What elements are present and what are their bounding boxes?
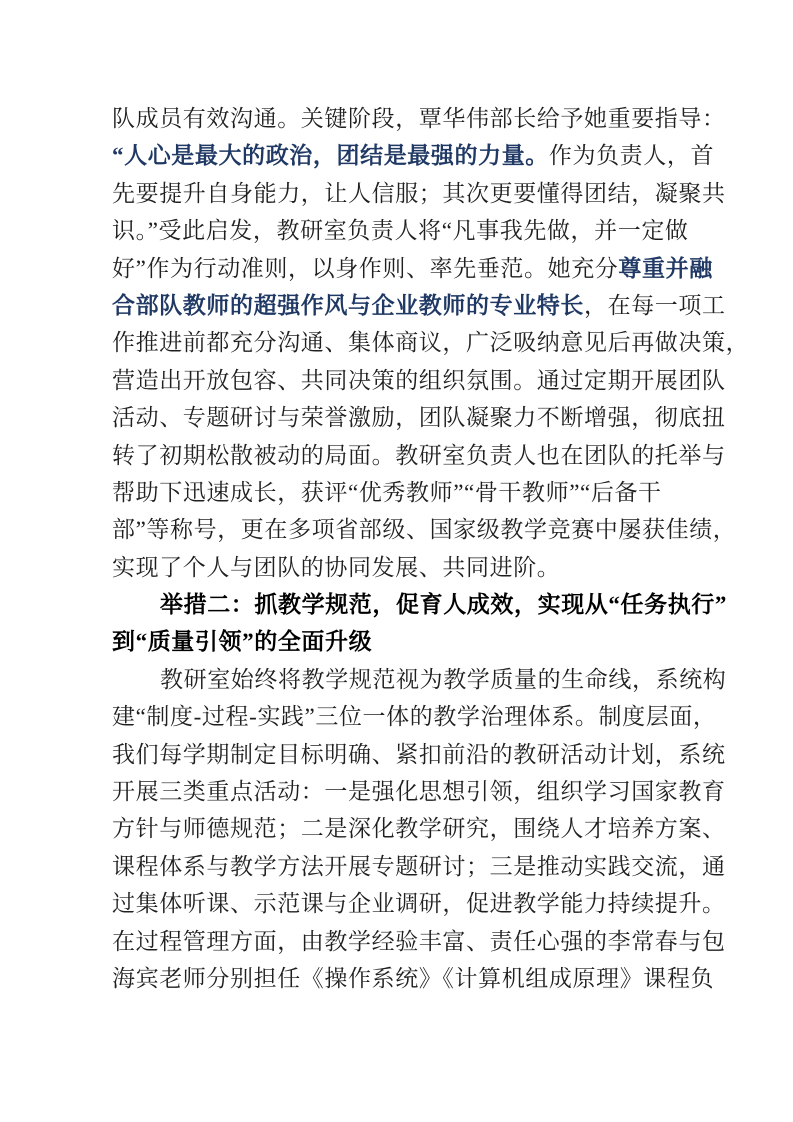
text-line bbox=[112, 175, 726, 212]
text-segment: 识。”受此启发，教研室负责人将“凡事我先做，并一定做 bbox=[112, 218, 689, 244]
text-segment: 我们每学期制定目标明确、紧扣前沿的教研活动计划，系统 bbox=[112, 741, 726, 767]
text-line bbox=[112, 623, 693, 660]
emphasis-blue-segment: 尊重并融 bbox=[618, 255, 713, 281]
text-line bbox=[112, 960, 715, 997]
text-line bbox=[112, 586, 727, 623]
text-line bbox=[112, 362, 726, 399]
text-segment: 转了初期松散被动的局面。教研室负责人也在团队的托举与 bbox=[112, 442, 726, 468]
text-segment: 教研室始终将教学规范视为教学质量的生命线，系统构 bbox=[160, 666, 727, 692]
text-segment: 帮助下迅速成长，获评“优秀教师”“骨干教师”“后备干 bbox=[112, 479, 662, 505]
text-line bbox=[112, 885, 726, 922]
text-segment: 部”等称号，更在多项省部级、国家级教学竞赛中屡获佳绩， bbox=[112, 517, 737, 543]
text-line bbox=[112, 399, 726, 436]
heading-segment: 举措二：抓教学规范，促育人成效，实现从“任务执行” bbox=[160, 592, 727, 618]
text-segment: 作推进前都充分沟通、集体商议，广泛吸纳意见后再做决策， bbox=[112, 330, 750, 356]
text-line bbox=[112, 287, 726, 324]
text-segment: 建“制度-过程-实践”三位一体的教学治理体系。制度层面， bbox=[112, 704, 717, 730]
emphasis-blue-segment: “人心是最大的政治，团结是最强的力量。 bbox=[112, 143, 549, 169]
text-line bbox=[112, 511, 737, 548]
text-line bbox=[112, 100, 726, 137]
text-line bbox=[112, 810, 726, 847]
text-segment: 方针与师德规范；二是深化教学研究，围绕人才培养方案、 bbox=[112, 816, 726, 842]
text-segment: 海宾老师分别担任《操作系统》《计算机组成原理》课程负 bbox=[112, 965, 715, 991]
text-line bbox=[112, 661, 727, 698]
text-segment: 好”作为行动准则，以身作则、率先垂范。她充分 bbox=[112, 255, 619, 281]
text-segment: 在过程管理方面，由教学经验丰富、责任心强的李常春与包 bbox=[112, 928, 726, 954]
heading-segment: 到“质量引领”的全面升级 bbox=[112, 629, 373, 655]
text-segment: 实现了个人与团队的协同发展、共同进阶。 bbox=[112, 554, 561, 580]
document-body bbox=[112, 100, 750, 997]
text-line bbox=[112, 549, 693, 586]
text-segment: 作为负责人，首 bbox=[548, 143, 715, 169]
text-line bbox=[112, 324, 750, 361]
text-segment: 过集体听课、示范课与企业调研，促进教学能力持续提升。 bbox=[112, 891, 726, 917]
text-line bbox=[112, 848, 726, 885]
text-line bbox=[112, 250, 713, 287]
text-segment: 课程体系与教学方法开展专题研讨；三是推动实践交流，通 bbox=[112, 853, 726, 879]
text-segment: 先要提升自身能力，让人信服；其次更要懂得团结，凝聚共 bbox=[112, 180, 726, 206]
text-segment: 开展三类重点活动：一是强化思想引领，组织学习国家教育 bbox=[112, 779, 726, 805]
text-line bbox=[112, 137, 715, 174]
text-segment: 活动、专题研讨与荣誉激励，团队凝聚力不断增强，彻底扭 bbox=[112, 405, 726, 431]
text-line bbox=[112, 923, 726, 960]
text-line bbox=[112, 736, 726, 773]
emphasis-blue-segment: 合部队教师的超强作风与企业教师的专业特长 bbox=[112, 292, 584, 318]
text-line bbox=[112, 474, 693, 511]
text-line bbox=[112, 212, 693, 249]
text-segment: 营造出开放包容、共同决策的组织氛围。通过定期开展团队 bbox=[112, 367, 726, 393]
text-line bbox=[112, 437, 726, 474]
text-segment: 队成员有效沟通。关键阶段，覃华伟部长给予她重要指导： bbox=[112, 106, 726, 131]
text-line bbox=[112, 698, 717, 735]
text-line bbox=[112, 773, 726, 810]
text-segment: ，在每一项工 bbox=[584, 292, 726, 318]
